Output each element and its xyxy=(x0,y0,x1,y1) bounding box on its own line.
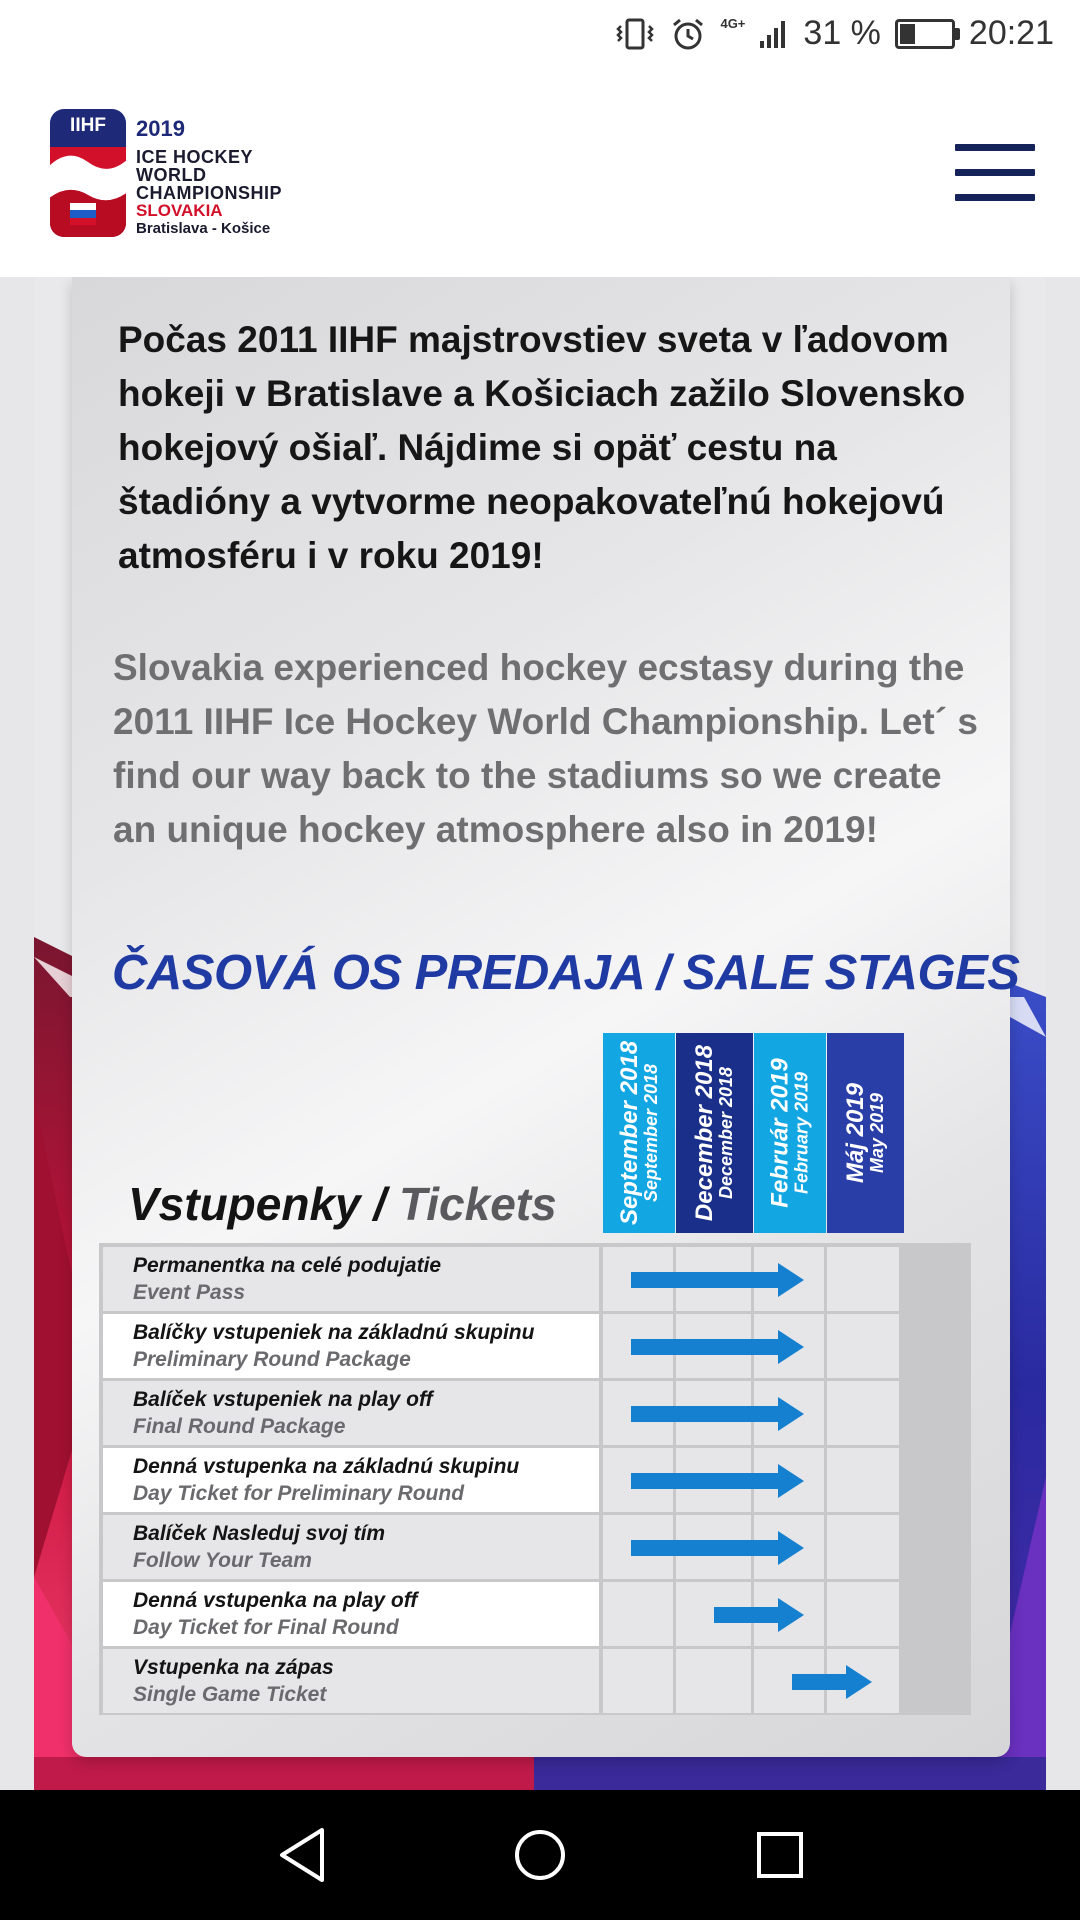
ticket-type-label xyxy=(103,1448,599,1512)
logo-country: SLOVAKIA xyxy=(136,201,223,220)
tickets-title xyxy=(128,1177,557,1231)
page-content[interactable] xyxy=(0,277,1080,1790)
menu-bar-icon xyxy=(955,144,1035,151)
ticket-type-label xyxy=(103,1381,599,1445)
logo-line-2: WORLD xyxy=(136,165,207,185)
battery-percent: 31 % xyxy=(803,14,881,52)
ticket-type-label xyxy=(103,1582,599,1646)
timeline-cell xyxy=(827,1448,899,1512)
ticket-type-sk: Permanentka na celé podujatie xyxy=(133,1254,442,1277)
month-headers xyxy=(603,1033,971,1233)
sale-period-arrow-icon xyxy=(631,1263,804,1297)
ticket-type-label xyxy=(103,1515,599,1579)
ticket-type-en: Single Game Ticket xyxy=(133,1683,327,1706)
ticket-type-en: Event Pass xyxy=(133,1281,246,1304)
sale-period-arrow-icon xyxy=(792,1665,872,1699)
month-label xyxy=(769,1058,811,1207)
home-icon[interactable] xyxy=(505,1820,575,1890)
ticket-type-sk: Balíček vstupeniek na play off xyxy=(133,1388,433,1411)
logo-cities: Bratislava - Košice xyxy=(136,220,271,237)
month-header xyxy=(754,1033,826,1233)
timeline-cell xyxy=(827,1515,899,1579)
tickets-title-en: Tickets xyxy=(398,1178,557,1230)
network-type: 4G+ xyxy=(720,16,746,31)
clock: 20:21 xyxy=(968,14,1054,52)
month-label xyxy=(618,1041,660,1225)
menu-bar-icon xyxy=(955,194,1035,201)
status-bar xyxy=(0,0,1080,72)
signal-icon xyxy=(759,19,789,49)
alarm-icon xyxy=(670,17,706,51)
ticket-row xyxy=(103,1247,967,1311)
month-label-en: May 2019 xyxy=(867,1092,888,1174)
iihf-logo-icon[interactable] xyxy=(48,107,128,239)
menu-bar-icon xyxy=(955,169,1035,176)
system-nav-bar xyxy=(0,1790,1080,1920)
month-label-en: September 2018 xyxy=(641,1063,662,1203)
ticket-type-label xyxy=(103,1649,599,1713)
ticket-type-en: Follow Your Team xyxy=(133,1549,312,1572)
ticket-type-en: Preliminary Round Package xyxy=(133,1348,411,1371)
timeline-cell xyxy=(603,1582,673,1646)
timeline-cell xyxy=(827,1314,899,1378)
sale-period-arrow-icon xyxy=(631,1464,804,1498)
battery-icon xyxy=(895,19,955,49)
ticket-type-label xyxy=(103,1247,599,1311)
ticket-row xyxy=(103,1314,967,1378)
site-header xyxy=(0,72,1080,277)
sale-period-arrow-icon xyxy=(714,1598,804,1632)
sale-period-arrow-icon xyxy=(631,1397,804,1431)
month-label-sk: Február 2019 xyxy=(767,1058,795,1208)
month-header xyxy=(827,1033,904,1233)
timeline-cell xyxy=(603,1649,673,1713)
ticket-type-en: Final Round Package xyxy=(133,1415,346,1438)
month-header xyxy=(676,1033,753,1233)
ticket-type-sk: Vstupenka na zápas xyxy=(133,1656,334,1679)
ticket-row xyxy=(103,1515,967,1579)
ticket-type-en: Day Ticket for Preliminary Round xyxy=(133,1482,465,1505)
timeline-cell xyxy=(827,1381,899,1445)
sale-stages-title: ČASOVÁ OS PREDAJA / SALE STAGES xyxy=(112,946,1020,1000)
recents-icon[interactable] xyxy=(745,1820,815,1890)
timeline-cell xyxy=(676,1649,751,1713)
tickets-title-sk: Vstupenky / xyxy=(128,1178,387,1230)
ticket-row xyxy=(103,1582,967,1646)
timeline-cell xyxy=(827,1247,899,1311)
ticket-type-sk: Balíčky vstupeniek na základnú skupinu xyxy=(133,1321,535,1344)
ticket-row xyxy=(103,1448,967,1512)
back-icon[interactable] xyxy=(268,1820,338,1890)
month-label-sk: December 2018 xyxy=(691,1044,719,1222)
ticket-table xyxy=(99,1243,971,1715)
month-label xyxy=(691,1044,737,1222)
month-label xyxy=(842,1082,888,1184)
ticket-type-sk: Denná vstupenka na play off xyxy=(133,1589,418,1612)
ticket-type-label xyxy=(103,1314,599,1378)
ticket-type-sk: Denná vstupenka na základnú skupinu xyxy=(133,1455,520,1478)
logo-year: 2019 xyxy=(136,116,185,141)
vibrate-icon xyxy=(614,17,656,51)
month-label-sk: September 2018 xyxy=(616,1040,644,1226)
intro-text-en: Slovakia experienced hockey ecstasy during the 2011 IIHF Ice Hockey World Championship. Let´ s find our way back to the stadiums so we create an unique hockey atmosphere also in 2019! xyxy=(113,647,978,850)
ticket-type-sk: Balíček Nasleduj svoj tím xyxy=(133,1522,386,1545)
iihf-badge-text: IIHF xyxy=(70,115,106,136)
logo-line-3: CHAMPIONSHIP xyxy=(136,183,283,203)
intro-text-sk: Počas 2011 IIHF majstrovstiev sveta v ľadovom hokeji v Bratislave a Košiciach zažilo Slovensko hokejový ošiaľ. Nájdime si opäť cestu na štadióny a vytvorme neopakovateľnú hokejovú atmosféru i v roku 2019! xyxy=(118,319,966,576)
timeline-cell xyxy=(827,1582,899,1646)
ticket-row xyxy=(103,1649,967,1713)
month-header xyxy=(603,1033,675,1233)
logo-line-1: ICE HOCKEY xyxy=(136,147,254,167)
ticket-row xyxy=(103,1381,967,1445)
ticket-type-en: Day Ticket for Final Round xyxy=(133,1616,399,1639)
logo-wordmark[interactable] xyxy=(136,118,282,236)
month-label-sk: Máj 2019 xyxy=(842,1082,870,1184)
month-label-en: February 2019 xyxy=(792,1071,813,1195)
sale-period-arrow-icon xyxy=(631,1330,804,1364)
sale-period-arrow-icon xyxy=(631,1531,804,1565)
menu-button[interactable] xyxy=(955,144,1035,202)
month-label-en: December 2018 xyxy=(716,1066,737,1200)
